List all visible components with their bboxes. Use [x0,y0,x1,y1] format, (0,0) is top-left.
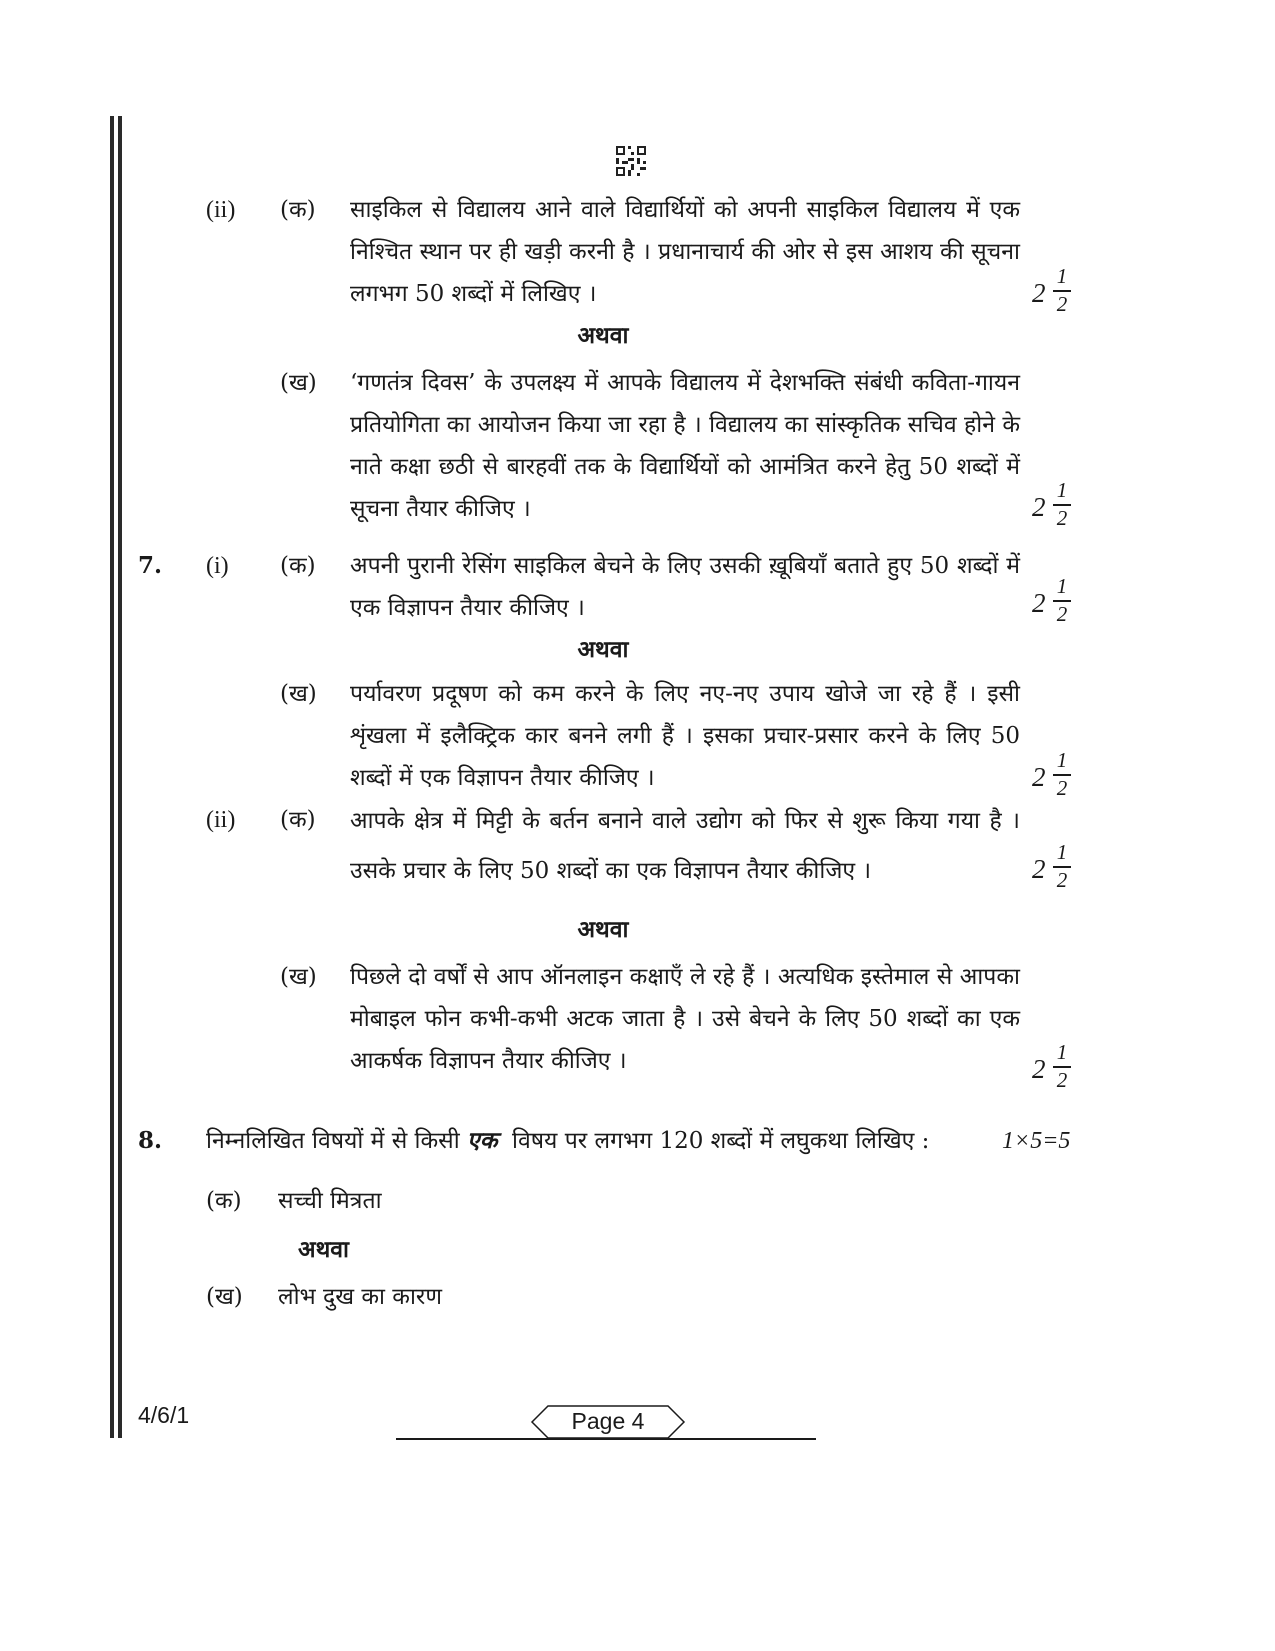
paper-code: 4/6/1 [138,1402,190,1428]
margin-bar-left [110,116,114,1438]
option-label: (ख) [280,964,317,990]
option-label: (ख) [280,370,317,396]
option-label: (क) [280,807,316,833]
or-separator: अथवा [577,636,629,663]
marks-two-and-half: 2 1 2 [1022,574,1082,634]
sub-question-number: (i) [206,553,229,579]
question-number: 7. [138,552,163,579]
option-label: (क) [280,197,316,223]
sub-question-number: (ii) [206,807,236,833]
option-label: (ख) [280,681,317,707]
topic-option: सच्ची मित्रता [278,1188,382,1214]
question-text: ‘गणतंत्र दिवस’ के उपलक्ष्य में आपके विद्यालय में देशभक्ति संबंधी कविता-गायन प्रतियोगिता का आयोजन किया जा रहा है । विद्यालय का सांस्कृतिक सचिव होने के नाते कक्षा छठी से बारहवीं तक के विद्यार्थियों को आमंत्रित करने हेतु 50 शब्दों में सूचना तैयार कीजिए । [350,370,1020,522]
option-label: (क) [280,553,316,579]
page-indicator [528,1402,688,1442]
question-text-part: निम्नलिखित विषयों में से किसी [206,1128,467,1154]
marks-two-and-half: 2 1 2 [1022,748,1082,808]
question-text: पिछले दो वर्षों से आप ऑनलाइन कक्षाएँ ले रहे हैं । अत्यधिक इस्तेमाल से आपका मोबाइल फोन कभी-कभी अटक जाता है । उसे बेचने के लिए 50 शब्दों का एक आकर्षक विज्ञापन तैयार कीजिए । [350,964,1020,1074]
or-separator: अथवा [577,916,629,943]
marks-distribution: 1×5=5 [1002,1128,1071,1154]
question-text-part: विषय पर लगभग 120 शब्दों में लघुकथा लिखिए : [497,1128,930,1154]
or-separator: अथवा [298,1236,350,1263]
option-label: (क) [206,1188,242,1214]
question-text [206,1127,996,1155]
topic-option: लोभ दुख का कारण [278,1284,442,1310]
or-separator: अथवा [577,322,629,349]
marks-two-and-half: 2 1 2 [1022,478,1082,538]
question-emphasis: एक [467,1127,498,1154]
qr-code-icon [616,146,646,176]
option-label: (ख) [206,1284,243,1310]
question-text: अपनी पुरानी रेसिंग साइकिल बेचने के लिए उसकी ख़ूबियाँ बताते हुए 50 शब्दों में एक विज्ञापन तैयार कीजिए । [350,553,1020,621]
marks-two-and-half: 2 1 2 [1022,1040,1082,1100]
question-text: पर्यावरण प्रदूषण को कम करने के लिए नए-नए उपाय खोजे जा रहे हैं । इसी शृंखला में इलैक्ट्रिक कार बनने लगी हैं । इसका प्रचार-प्रसार करने के लिए 50 शब्दों में एक विज्ञापन तैयार कीजिए । [350,681,1020,791]
question-text: साइकिल से विद्यालय आने वाले विद्यार्थियों को अपनी साइकिल विद्यालय में एक निश्चित स्थान पर ही खड़ी करनी है । प्रधानाचार्य की ओर से इस आशय की सूचना लगभग 50 शब्दों में लिखिए । [350,197,1020,307]
footer-rule [396,1438,816,1440]
margin-bar-right [118,116,122,1438]
question-number: 8. [138,1127,163,1154]
question-text: आपके क्षेत्र में मिट्टी के बर्तन बनाने वाले उद्योग को फिर से शुरू किया गया है । उसके प्रचार के लिए 50 शब्दों का एक विज्ञापन तैयार कीजिए । [350,808,1020,884]
marks-two-and-half: 2 1 2 [1022,264,1082,324]
question-number: (ii) [206,197,236,223]
page-number: Page 4 [571,1408,645,1434]
marks-two-and-half: 2 1 2 [1022,840,1082,900]
